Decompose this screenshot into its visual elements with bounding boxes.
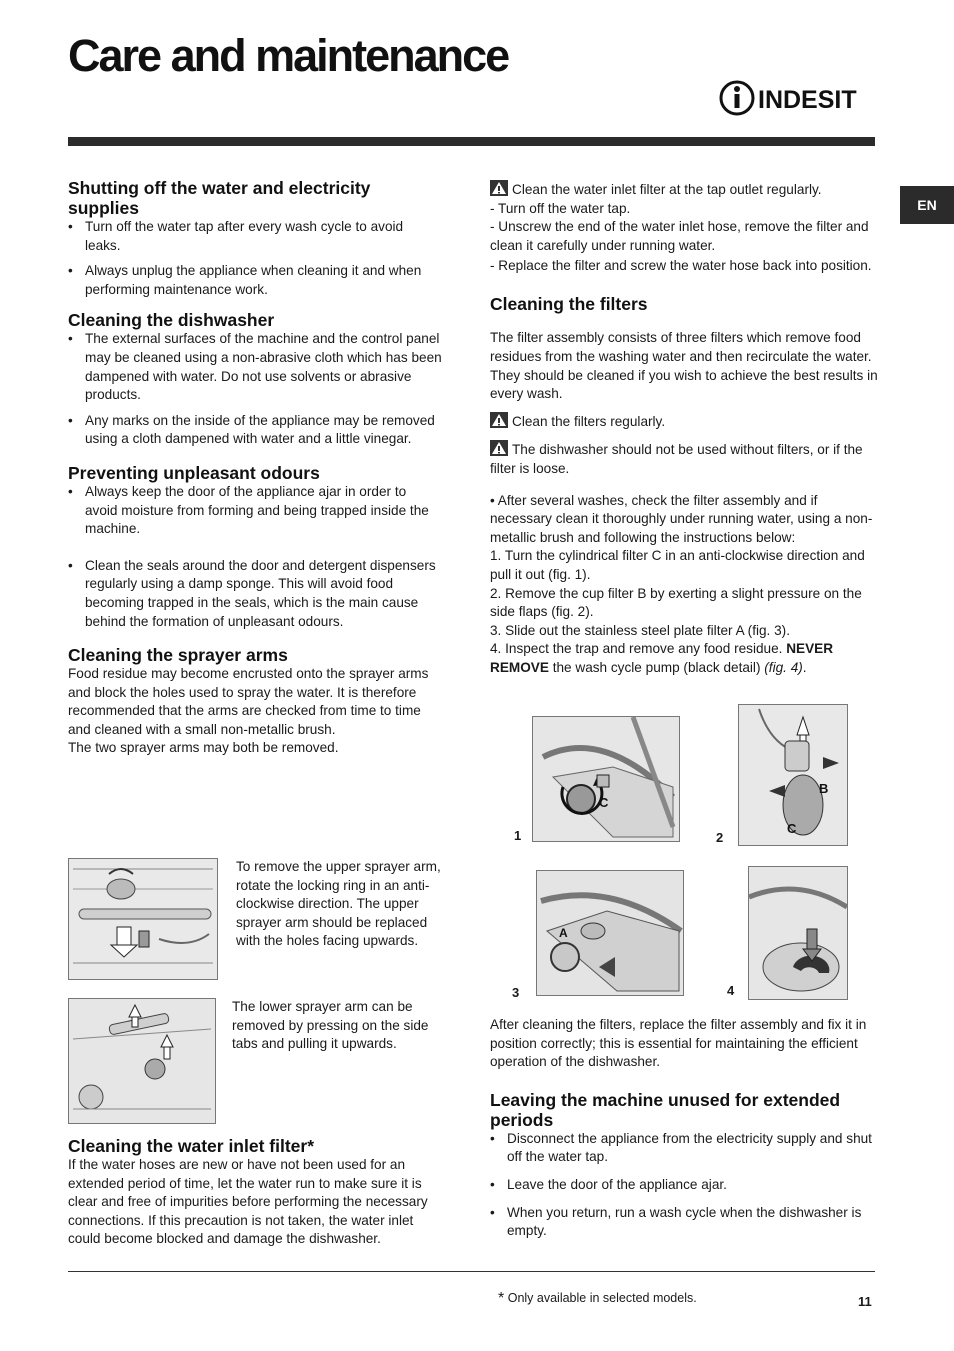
fig-number-3: 3 [512, 985, 520, 1000]
part-label-b: B [819, 781, 829, 796]
list-item: • Always unplug the appliance when cleaning it and when performing maintenance work. [68, 262, 442, 299]
inlet-filter-section [68, 1136, 442, 1249]
step4-text: 4. Inspect the trap and remove any food residue. [490, 641, 783, 657]
header-rule [68, 137, 875, 146]
page-number: 11 [858, 1294, 872, 1309]
cleaning-dishwasher-heading: Cleaning the dishwasher [68, 310, 275, 331]
warning-icon [490, 440, 508, 456]
sprayer-arms-body2: The two sprayer arms may both be removed. [68, 740, 339, 756]
step4-text-2: the wash cycle pump (black detail) [552, 659, 761, 675]
shutting-off-heading: Shutting off the water and electricity supplies [68, 178, 371, 218]
list-item: • Leave the door of the appliance ajar. [490, 1176, 878, 1195]
upper-sprayer-figure [68, 858, 218, 980]
inlet-filter-body: If the water hoses are new or have not been used for an extended period of time, let the water run to make sure it is clear and free of impurities before performing the necessary connections. If this precaution is not taken, the water inlet could become blocked and damage the dishwasher. [68, 1157, 428, 1247]
upper-sprayer-text: To remove the upper sprayer arm, rotate the locking ring in an anti-clockwise direction. The upper sprayer arm should be replaced with the holes facing upwards. [236, 859, 441, 949]
inlet-warning [490, 180, 878, 200]
filters-intro: The filter assembly consists of three filters which remove food residues from the washing water and then recirculate the water. They should be cleaned if you wish to achieve the best results in every wash. [490, 330, 878, 402]
warning-icon [490, 412, 508, 428]
filters-heading: Cleaning the filters [490, 294, 648, 315]
part-label-c2: C [787, 821, 797, 836]
list-item: • The external surfaces of the machine and the control panel may be cleaned using a non-abrasive cloth which has been dampened with water. Do not use solvents or abrasive products. [68, 330, 442, 404]
brand-name: INDESIT [758, 86, 857, 114]
fig-number-1: 1 [514, 828, 522, 843]
inlet-filter-heading: Cleaning the water inlet filter* [68, 1136, 315, 1156]
lower-sprayer-text: The lower sprayer arm can be removed by pressing on the side tabs and pulling it upwards. [232, 999, 429, 1052]
indesit-logo [718, 78, 868, 118]
left-column [68, 178, 442, 758]
warning-icon [490, 180, 508, 196]
odours-heading: Preventing unpleasant odours [68, 462, 320, 483]
filter-figure-4 [748, 866, 848, 1000]
unused-heading: Leaving the machine unused for extended periods [490, 1089, 841, 1130]
right-column [490, 180, 878, 677]
filter-figure-1 [532, 716, 680, 842]
filters-warning-1-text: Clean the filters regularly. [512, 413, 666, 429]
step4-never-remove: NEVER REMOVE [490, 641, 834, 675]
list-item: • Any marks on the inside of the appliance may be removed using a cloth dampened with water and a little vinegar. [68, 412, 442, 449]
footnote [498, 1290, 697, 1308]
filters-warning-2 [490, 440, 878, 478]
step4-fig-ref: (fig. 4) [764, 659, 803, 675]
fig-number-2: 2 [716, 830, 724, 845]
sprayer-arms-heading: Cleaning the sprayer arms [68, 645, 288, 666]
page-title: Care and maintenance [68, 30, 509, 81]
footnote-asterisk: * [498, 1290, 505, 1307]
part-label-c: C [599, 795, 609, 810]
filter-figure-2 [738, 704, 848, 846]
language-tab: EN [900, 186, 954, 224]
filters-step-2: 2. Remove the cup filter B by exerting a slight pressure on the side flaps (fig. 2). [490, 585, 862, 620]
filters-step-4: 4. Inspect the trap and remove any food residue. NEVER REMOVE the wash cycle pump (black detail) (fig. 4). [490, 641, 834, 675]
inlet-warning-text: Clean the water inlet filter at the tap outlet regularly. [512, 182, 822, 197]
filters-after: After cleaning the filters, replace the filter assembly and fix it in position correctly; this is essential for maintaining the efficient operation of the dishwasher. [490, 1017, 867, 1070]
filters-step-3: 3. Slide out the stainless steel plate filter A (fig. 3). [490, 622, 790, 638]
inlet-step: - Turn off the water tap. [490, 200, 631, 216]
filters-warning-2-text: The dishwasher should not be used without filters, or if the filter is loose. [490, 442, 863, 476]
part-label-a: A [559, 926, 568, 940]
list-item: • When you return, run a wash cycle when the dishwasher is empty. [490, 1204, 878, 1241]
filters-steps-intro: • After several washes, check the filter assembly and if necessary clean it thoroughly under running water, using a non-metallic brush and following the instructions below: [490, 492, 873, 545]
sprayer-arms-body: Food residue may become encrusted onto the sprayer arms and block the holes used to spray the water. It is therefore recommended that the arms are checked from time to time and cleaned with a small non-metallic brush. [68, 666, 429, 737]
filters-warning-1 [490, 412, 878, 432]
filters-step-1: 1. Turn the cylindrical filter C in an anti-clockwise direction and pull it out (fig. 1). [490, 548, 865, 582]
list-item: • Turn off the water tap after every wash cycle to avoid leaks. [68, 218, 442, 255]
list-item: • Always keep the door of the appliance ajar in order to avoid moisture from forming and being trapped inside the machine. [68, 483, 442, 539]
list-item: • Disconnect the appliance from the electricity supply and shut off the water tap. [490, 1130, 878, 1167]
inlet-step: - Unscrew the end of the water inlet hose, remove the filter and clean it carefully under running water. [490, 219, 869, 253]
footer-rule [68, 1271, 875, 1272]
footnote-text: Only available in selected models. [507, 1291, 697, 1305]
inlet-step: - Replace the filter and screw the water hose back into position. [490, 258, 872, 274]
fig-number-4: 4 [727, 983, 735, 998]
filter-figure-3 [536, 870, 684, 996]
lower-sprayer-figure [68, 998, 216, 1124]
list-item: • Clean the seals around the door and detergent dispensers regularly using a damp sponge. This will avoid food becoming trapped in the seals, which is the main cause behind the formation of unpleasant odours. [68, 557, 442, 631]
unused-section [490, 1016, 878, 1241]
